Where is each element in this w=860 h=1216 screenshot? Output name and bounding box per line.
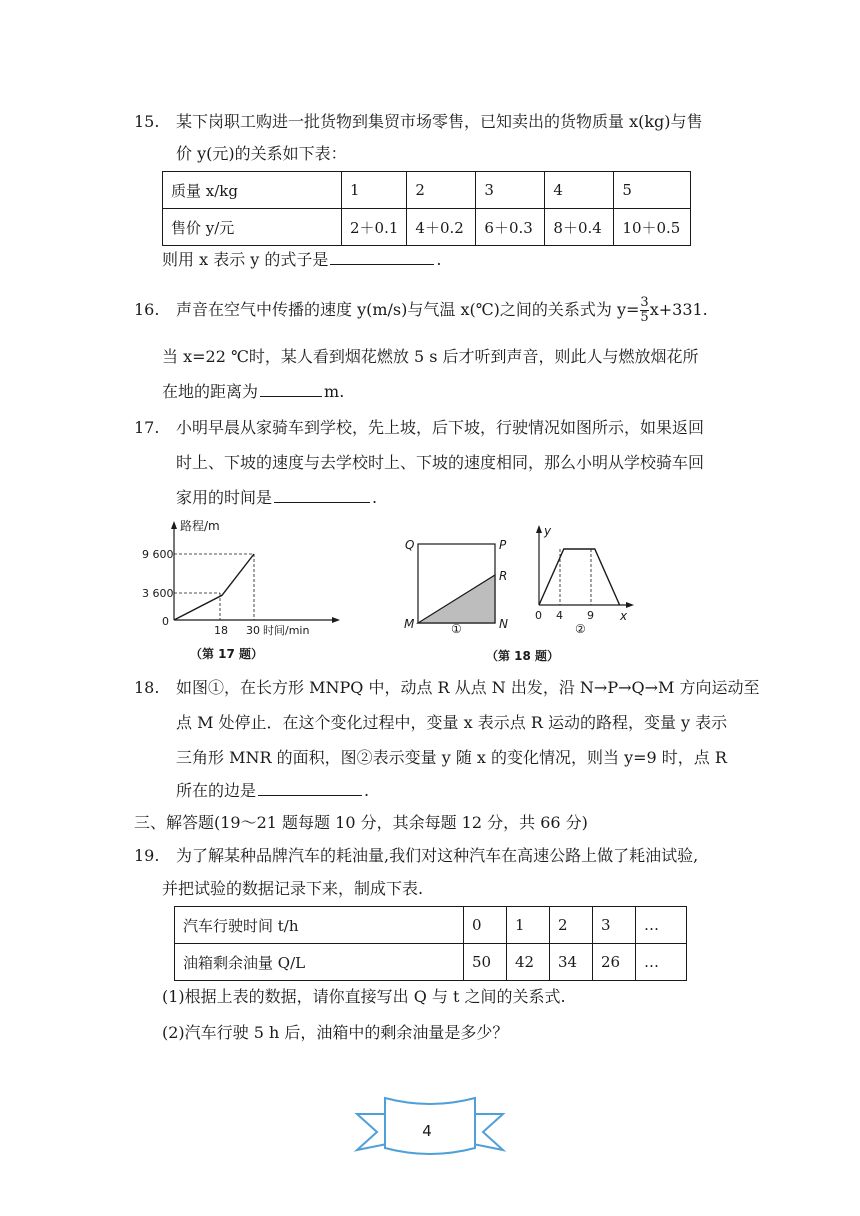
q19-sub2: (2)汽车行驶 5 h 后，油箱中的剩余油量是多少？ [162, 1023, 509, 1042]
q18-line1: 18. 如图①，在长方形 MNPQ 中，动点 R 从点 N 出发，沿 N→P→Q→M 方向运动至 [134, 678, 760, 697]
x-tick-label: 4 [556, 609, 563, 622]
table-cell: 2 [407, 172, 476, 209]
answer-blank[interactable] [274, 486, 370, 503]
area-vs-path-line [539, 549, 620, 605]
q19-sub1: (1)根据上表的数据，请你直接写出 Q 与 t 之间的关系式. [162, 987, 566, 1006]
y-tick-label: 3 600 [142, 587, 174, 600]
table-cell: 油箱剩余油量 Q/L [175, 944, 464, 981]
q16-line1: 16. 声音在空气中传播的速度 y(m/s)与气温 x(℃)之间的关系式为 y= $\frac{3}{5}$ x+331. [134, 295, 708, 325]
table-cell: 售价 y/元 [163, 209, 342, 246]
distance-time-line [174, 554, 254, 620]
q18-line3: 三角形 MNR 的面积，图②表示变量 y 随 x 的变化情况，则当 y=9 时，点 R [176, 748, 727, 767]
table-cell: 汽车行驶时间 t/h [175, 907, 464, 944]
table-cell: 26 [593, 944, 636, 981]
point-label: P [499, 538, 507, 552]
table-cell: 1 [342, 172, 407, 209]
triangle-mnr [418, 575, 495, 623]
y-axis-arrow [171, 521, 177, 529]
q15-table [162, 171, 691, 246]
figure-caption: （第 17 题） [190, 647, 264, 661]
fraction: $\frac{3}{5}$ [640, 295, 649, 325]
q16-line3: 在地的距离为 m. [162, 382, 345, 401]
x-tick-label: 18 [214, 624, 228, 637]
figure-caption: （第 18 题） [486, 649, 560, 663]
point-label: M [404, 617, 415, 631]
figure-17-chart [142, 515, 350, 665]
answer-blank[interactable] [258, 779, 362, 796]
point-label: R [499, 569, 508, 583]
x-axis-label: 时间/min [263, 624, 310, 637]
q15-question: 则用 x 表示 y 的式子是 . [162, 250, 442, 269]
table-row [175, 944, 687, 981]
y-tick-label: 9 600 [142, 548, 174, 561]
page-number-ribbon [355, 1090, 505, 1170]
table-row [163, 172, 691, 209]
table-cell: … [636, 907, 687, 944]
table-cell: 3 [593, 907, 636, 944]
table-cell: 8＋0.4 [545, 209, 614, 246]
y-axis-label: y [544, 524, 552, 538]
table-cell: 2＋0.1 [342, 209, 407, 246]
q17-line2: 时上、下坡的速度与去学校时上、下坡的速度相同，那么小明从学校骑车回 [176, 453, 705, 472]
table-cell: 5 [614, 172, 691, 209]
subfigure-label: ② [575, 622, 586, 636]
table-cell: 4 [545, 172, 614, 209]
x-tick-label: 9 [587, 609, 594, 622]
table-row [175, 907, 687, 944]
x-axis-label: x [620, 609, 628, 623]
q19-line1: 19. 为了解某种品牌汽车的耗油量,我们对这种汽车在高速公路上做了耗油试验, [134, 846, 699, 865]
table-cell: 42 [507, 944, 550, 981]
point-label: N [499, 617, 508, 631]
table-cell: 50 [464, 944, 507, 981]
q16-line2: 当 x=22 ℃时，某人看到烟花燃放 5 s 后才听到声音，则此人与燃放烟花所 [162, 347, 699, 366]
table-cell: 2 [550, 907, 593, 944]
q18-line2: 点 M 处停止．在这个变化过程中，变量 x 表示点 R 运动的路程，变量 y 表示 [176, 713, 728, 732]
x-axis-arrow [332, 617, 340, 623]
q15-line1: 15. 某下岗职工购进一批货物到集贸市场零售，已知卖出的货物质量 x(kg)与售 [134, 112, 703, 131]
y-axis-label: 路程/m [180, 519, 220, 533]
table-cell: 3 [476, 172, 545, 209]
table-cell: 0 [464, 907, 507, 944]
table-cell: 质量 x/kg [163, 172, 342, 209]
q15-line2: 价 y(元)的关系如下表： [176, 144, 347, 163]
subfigure-label: ① [451, 622, 462, 636]
point-label: Q [405, 538, 415, 552]
page-number: 4 [422, 1122, 432, 1140]
answer-blank[interactable] [330, 248, 434, 265]
q19-line2: 并把试验的数据记录下来，制成下表. [162, 879, 424, 898]
table-cell: 10＋0.5 [614, 209, 691, 246]
origin-label: 0 [162, 615, 169, 628]
table-cell: 6＋0.3 [476, 209, 545, 246]
x-axis-arrow [626, 602, 634, 608]
q17-line3: 家用的时间是 . [176, 488, 378, 507]
table-cell: 1 [507, 907, 550, 944]
figure-18 [398, 517, 648, 665]
answer-blank[interactable] [260, 380, 322, 397]
x-tick-label: 30 [246, 624, 260, 637]
table-row [163, 209, 691, 246]
table-cell: 34 [550, 944, 593, 981]
y-axis-arrow [536, 525, 542, 533]
q18-line4: 所在的边是 . [176, 781, 370, 800]
q17-line1: 17. 小明早晨从家骑车到学校，先上坡，后下坡，行驶情况如图所示，如果返回 [134, 418, 705, 437]
table-cell: 4＋0.2 [407, 209, 476, 246]
table-cell: … [636, 944, 687, 981]
q19-table [174, 906, 687, 981]
section-heading: 三、解答题(19～21 题每题 10 分，其余每题 12 分，共 66 分) [134, 813, 588, 832]
origin-label: 0 [535, 609, 542, 622]
